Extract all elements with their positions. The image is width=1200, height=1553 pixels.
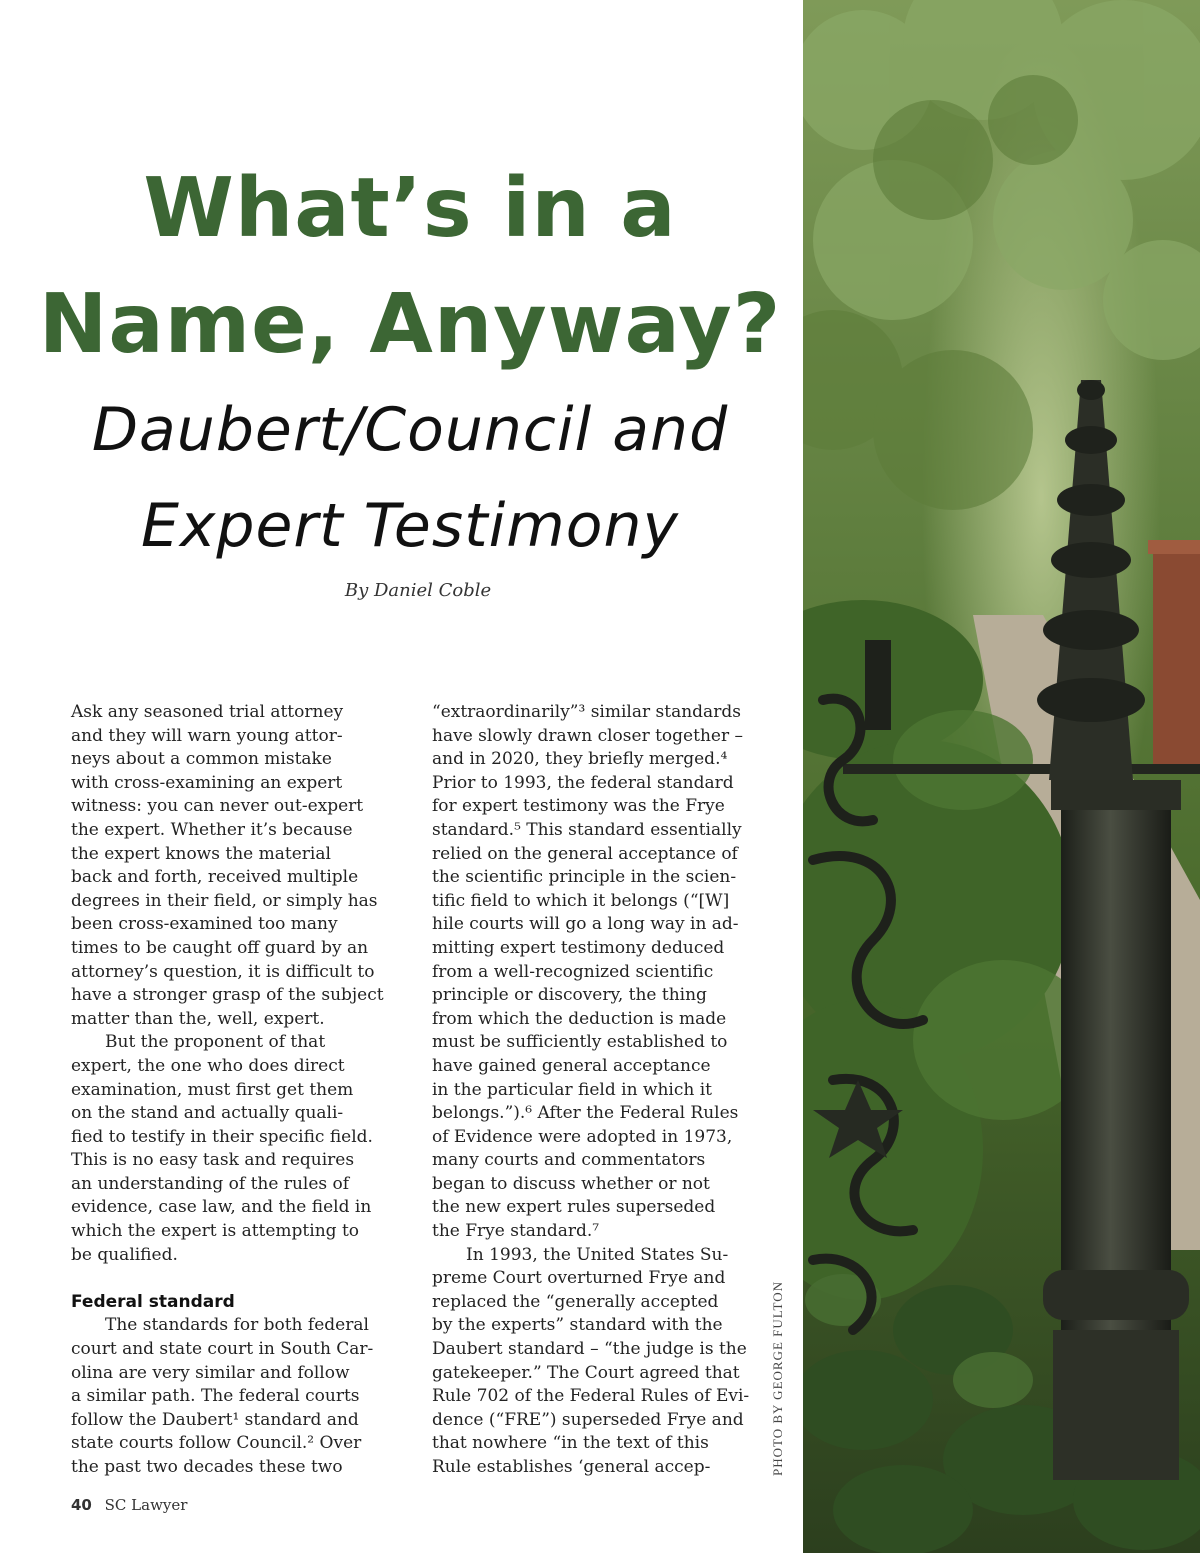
body-text-line: the new expert rules superseded bbox=[432, 1197, 716, 1218]
body-text-line: many courts and commentators bbox=[432, 1150, 706, 1171]
body-text-line: matter than the, well, expert. bbox=[71, 1008, 325, 1029]
body-text-line: the expert. Whether it’s because bbox=[71, 819, 353, 840]
body-text-line: standard.⁵ This standard essentially bbox=[432, 819, 742, 840]
body-text-line: hile courts will go a long way in ad- bbox=[432, 914, 739, 935]
body-text-line: court and state court in South Car- bbox=[71, 1339, 374, 1360]
body-text-line: Prior to 1993, the federal standard bbox=[432, 772, 734, 793]
body-text-line: examination, must first get them bbox=[71, 1079, 354, 1100]
body-text-line: witness: you can never out-expert bbox=[71, 796, 364, 817]
body-text-line: the expert knows the material bbox=[71, 843, 331, 864]
body-text-line: “extraordinarily”³ similar standards bbox=[432, 702, 741, 722]
body-text-line: Ask any seasoned trial attorney bbox=[71, 702, 344, 722]
body-text-line: in the particular field in which it bbox=[432, 1079, 713, 1100]
body-text-line: of Evidence were adopted in 1973, bbox=[432, 1126, 733, 1147]
body-text-line: on the stand and actually quali- bbox=[71, 1103, 344, 1124]
body-text-line: Daubert standard – “the judge is the bbox=[432, 1339, 747, 1360]
page-number: 40 bbox=[71, 1496, 92, 1514]
body-text-line: mitting expert testimony deduced bbox=[432, 937, 725, 958]
body-text-line: follow the Daubert¹ standard and bbox=[71, 1409, 359, 1430]
body-text-line: by the experts” standard with the bbox=[432, 1315, 723, 1336]
body-text-line: principle or discovery, the thing bbox=[432, 985, 707, 1006]
body-text-line: and they will warn young attor- bbox=[71, 725, 343, 746]
body-text-line: dence (“FRE”) superseded Frye and bbox=[432, 1409, 744, 1430]
body-text-line: the Frye standard.⁷ bbox=[432, 1221, 600, 1242]
body-text-line: been cross-examined too many bbox=[71, 914, 338, 935]
body-text-line: degrees in their field, or simply has bbox=[71, 890, 378, 911]
body-text-line: evidence, case law, and the field in bbox=[71, 1197, 372, 1218]
body-text-line: the scientific principle in the scien- bbox=[432, 867, 737, 888]
body-text-line: from a well-recognized scientific bbox=[432, 961, 714, 982]
body-text-line: and in 2020, they briefly merged.⁴ bbox=[432, 749, 728, 770]
body-text-line: a similar path. The federal courts bbox=[71, 1386, 360, 1407]
body-text-line: an understanding of the rules of bbox=[71, 1173, 350, 1194]
publication-name: SC Lawyer bbox=[104, 1496, 188, 1514]
body-column-1 bbox=[71, 701, 411, 1480]
body-text-line: for expert testimony was the Frye bbox=[432, 796, 725, 817]
body-text-line: began to discuss whether or not bbox=[432, 1173, 710, 1194]
body-text-line: replaced the “generally accepted bbox=[432, 1291, 719, 1312]
page-footer bbox=[71, 1496, 187, 1514]
body-text-line: The standards for both federal bbox=[105, 1315, 369, 1336]
body-text-line: relied on the general acceptance of bbox=[432, 843, 738, 864]
section-heading: Federal standard bbox=[71, 1291, 235, 1312]
body-text-line: Rule establishes ‘general accep- bbox=[432, 1457, 711, 1477]
body-text-line: be qualified. bbox=[71, 1244, 178, 1265]
body-text-line: olina are very similar and follow bbox=[71, 1362, 350, 1383]
body-text-line: with cross-examining an expert bbox=[71, 772, 343, 793]
body-text-line: have a stronger grasp of the subject bbox=[71, 985, 384, 1006]
body-text-line: have slowly drawn closer together – bbox=[432, 725, 743, 746]
body-text-line: back and forth, received multiple bbox=[71, 867, 359, 888]
photo-credit: PHOTO BY GEORGE FULTON bbox=[770, 1281, 785, 1476]
subtitle-line-1: Daubert/Council and bbox=[91, 395, 729, 465]
body-text-line: must be sufficiently established to bbox=[432, 1032, 728, 1053]
body-text-line: that nowhere “in the text of this bbox=[432, 1433, 709, 1454]
body-column-2 bbox=[432, 701, 774, 1480]
body-text-line bbox=[71, 1267, 411, 1291]
body-text-line: times to be caught off guard by an bbox=[71, 937, 369, 958]
body-text-line: attorney’s question, it is difficult to bbox=[71, 961, 375, 982]
body-text-line: tific field to which it belongs (“[W] bbox=[432, 890, 730, 911]
byline: By Daniel Coble bbox=[344, 580, 492, 601]
body-text-line: Rule 702 of the Federal Rules of Evi- bbox=[432, 1386, 750, 1407]
body-text-line: preme Court overturned Frye and bbox=[432, 1268, 726, 1289]
body-text-line: have gained general acceptance bbox=[432, 1055, 711, 1076]
body-text-line: from which the deduction is made bbox=[432, 1008, 727, 1029]
body-text-line: which the expert is attempting to bbox=[71, 1221, 360, 1242]
body-text-line: gatekeeper.” The Court agreed that bbox=[432, 1362, 740, 1383]
body-text-line: neys about a common mistake bbox=[71, 749, 332, 770]
body-text-line: In 1993, the United States Su- bbox=[466, 1244, 729, 1265]
garden-gate-photo bbox=[803, 0, 1200, 1553]
body-text-line: But the proponent of that bbox=[105, 1032, 326, 1053]
headline-line-2: Name, Anyway? bbox=[38, 277, 782, 372]
body-text-line: belongs.”).⁶ After the Federal Rules bbox=[432, 1103, 739, 1124]
body-text-line: This is no easy task and requires bbox=[71, 1150, 355, 1171]
body-text-line: expert, the one who does direct bbox=[71, 1055, 345, 1076]
body-text-line: the past two decades these two bbox=[71, 1457, 343, 1477]
headline-line-1: What’s in a bbox=[143, 161, 677, 256]
subtitle-line-2: Expert Testimony bbox=[141, 491, 679, 561]
body-text-line: state courts follow Council.² Over bbox=[71, 1433, 362, 1454]
body-text-line: fied to testify in their specific field. bbox=[71, 1126, 373, 1147]
